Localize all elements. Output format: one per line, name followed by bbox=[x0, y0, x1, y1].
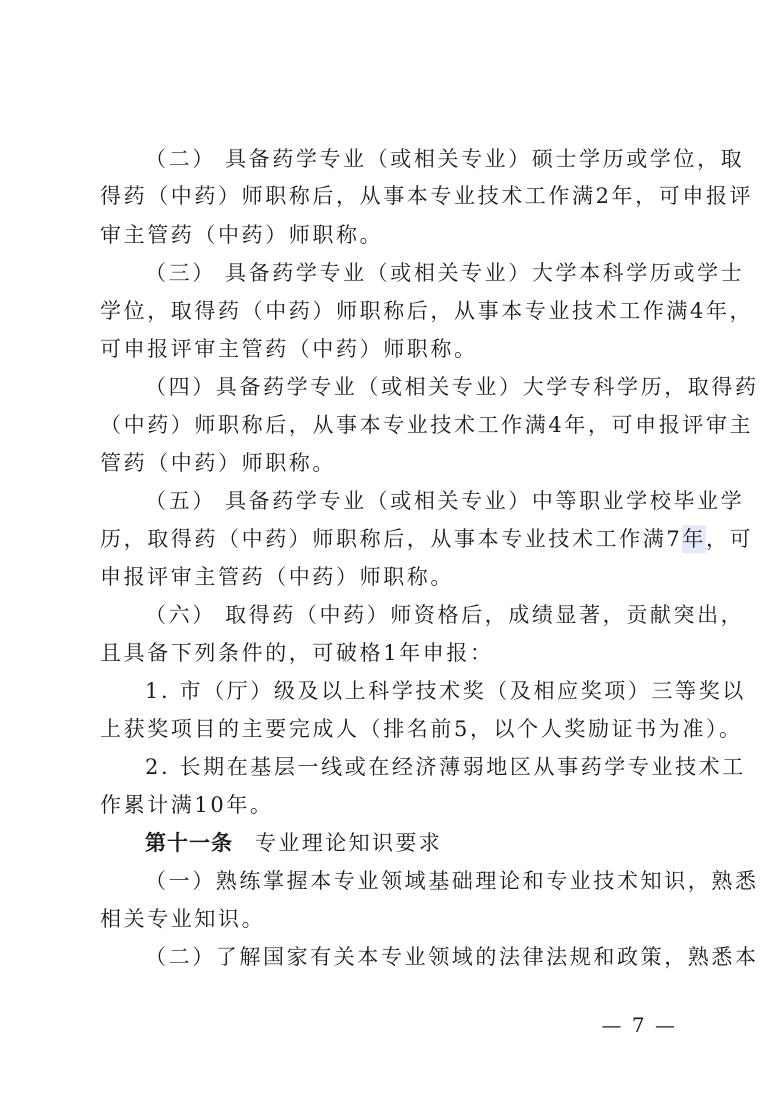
para-4-line-2: （中药）师职称后，从事本专业技术工作满4年，可申报评审主 bbox=[100, 413, 754, 437]
article-title: 专业理论知识要求 bbox=[255, 831, 443, 855]
para-3-line-2: 学位，取得药（中药）师职称后，从事本专业技术工作满4年， bbox=[100, 299, 754, 323]
item-2-line-2: 作累计满10年。 bbox=[100, 793, 274, 817]
req-1-line-1: （一）熟练掌握本专业领域基础理论和专业技术知识，熟悉 bbox=[145, 869, 759, 893]
item-2-line-1: 2. 长期在基层一线或在经济薄弱地区从事药学专业技术工 bbox=[145, 755, 746, 779]
item-1-line-1: 1. 市（厅）级及以上科学技术奖（及相应奖项）三等奖以 bbox=[145, 679, 746, 703]
article-11-heading bbox=[145, 829, 680, 857]
req-1-line-2: 相关专业知识。 bbox=[100, 907, 266, 931]
highlighted-text[interactable]: 年 bbox=[682, 527, 706, 551]
item-1-line-2: 上获奖项目的主要完成人（排名前5，以个人奖励证书为准）。 bbox=[100, 717, 743, 741]
para-4-line-3: 管药（中药）师职称。 bbox=[100, 451, 336, 475]
para-6-line-2: 且具备下列条件的，可破格1年申报： bbox=[100, 641, 494, 665]
para-5-line-1: （五） 具备药学专业（或相关专业）中等职业学校毕业学 bbox=[145, 489, 745, 513]
para-4-line-1: （四）具备药学专业（或相关专业）大学专科学历，取得药 bbox=[145, 375, 759, 399]
req-2-line-1: （二）了解国家有关本专业领域的法律法规和政策，熟悉本 bbox=[145, 945, 759, 969]
article-number: 第十一条 bbox=[145, 831, 233, 855]
para-5-line-2-tail: ，可 bbox=[705, 527, 754, 551]
para-3-line-3: 可申报评审主管药（中药）师职称。 bbox=[100, 337, 478, 361]
para-6-line-1: （六） 取得药（中药）师资格后，成绩显著，贡献突出， bbox=[145, 603, 745, 627]
para-2-line-3: 审主管药（中药）师职称。 bbox=[100, 223, 384, 247]
page-number: — 7 — bbox=[601, 1013, 677, 1037]
para-5-line-2-text: 历，取得药（中药）师职称后，从事本专业技术工作满7 bbox=[100, 527, 683, 551]
para-2-line-2: 得药（中药）师职称后，从事本专业技术工作满2年，可申报评 bbox=[100, 184, 754, 208]
para-2-line-1: （二） 具备药学专业（或相关专业）硕士学历或学位，取 bbox=[145, 147, 745, 171]
para-5-line-3: 申报评审主管药（中药）师职称。 bbox=[100, 565, 454, 589]
para-5-line-2 bbox=[100, 525, 754, 553]
para-3-line-1: （三） 具备药学专业（或相关专业）大学本科学历或学士 bbox=[145, 261, 745, 285]
